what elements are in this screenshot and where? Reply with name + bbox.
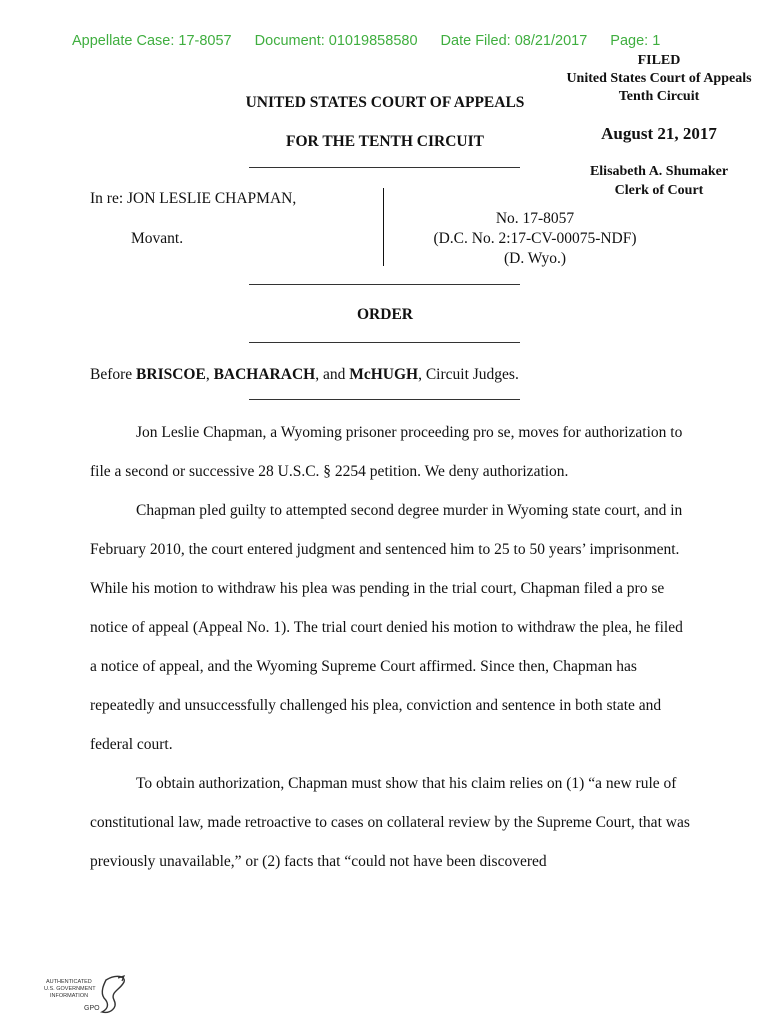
caption-role: Movant. (131, 230, 184, 247)
filed-label: FILED (637, 53, 681, 68)
district-name: (D. Wyo.) (503, 250, 567, 267)
panel-separator: , (205, 366, 214, 383)
divider-rule (249, 399, 520, 400)
judge-name: McHUGH (349, 366, 419, 383)
filed-circuit: Tenth Circuit (618, 89, 700, 104)
judge-name: BACHARACH (213, 366, 316, 383)
district-case-number: (D.C. No. 2:17-CV-00075-NDF) (433, 230, 637, 247)
court-name: UNITED STATES COURT OF APPEALS (245, 94, 525, 111)
gpo-logo-line3: INFORMATION (50, 993, 89, 999)
circuit-name: FOR THE TENTH CIRCUIT (286, 133, 484, 150)
panel-separator: , and (315, 366, 350, 383)
divider-rule (249, 342, 520, 343)
appellate-case-number: Appellate Case: 17-8057 (72, 33, 232, 49)
divider-rule (249, 284, 520, 285)
paragraph: Jon Leslie Chapman, a Wyoming prisoner proceeding pro se, moves for authorization to file a second or successive 28 U.S.C. § 2254 petition. We deny authorization. (90, 424, 683, 480)
gpo-logo-line1: AUTHENTICATED (46, 979, 92, 985)
paragraph: To obtain authorization, Chapman must show that his claim relies on (1) “a new rule of constitutional law, made retroactive to cases on collateral review by the Supreme Court, that was previously unavailable,” or (2) facts that “could not have been discovered (90, 775, 690, 870)
panel-prefix: Before (90, 366, 137, 383)
filing-stamp-header (72, 33, 679, 49)
filed-date: August 21, 2017 (601, 124, 717, 143)
order-body (90, 413, 690, 881)
document-number: Document: 01019858580 (254, 33, 418, 49)
divider-rule (249, 167, 520, 168)
filed-block (548, 52, 770, 106)
gpo-mark: GPO (84, 1005, 100, 1012)
caption-divider (383, 188, 384, 266)
caption-party: In re: JON LESLIE CHAPMAN, (90, 190, 297, 207)
judge-name: BRISCOE (136, 366, 206, 383)
eagle-swoosh-icon (102, 976, 124, 1012)
panel-line (90, 366, 519, 384)
clerk-name: Elisabeth A. Shumaker (589, 164, 729, 179)
paragraph: Chapman pled guilty to attempted second degree murder in Wyoming state court, and in February 2010, the court entered judgment and sentenced him to 25 to 50 years’ imprisonment. While his motion to withdraw his plea was pending in the trial court, Chapman filed a pro se notice of appeal (Appeal No. 1). The trial court denied his motion to withdraw the plea, he filed a notice of appeal, and the Wyoming Supreme Court affirmed. Since then, Chapman has repeatedly and unsuccessfully challenged his plea, conviction and sentence in both state and federal court. (90, 502, 683, 753)
gpo-authentication-logo (44, 974, 134, 1018)
clerk-title: Clerk of Court (614, 183, 704, 198)
order-heading: ORDER (357, 306, 413, 323)
page-number: Page: 1 (610, 33, 661, 49)
clerk-block (548, 162, 770, 200)
panel-suffix: , Circuit Judges. (418, 366, 519, 383)
gpo-logo-line2: U.S. GOVERNMENT (44, 986, 96, 992)
caption-case-numbers (400, 209, 670, 269)
date-filed: Date Filed: 08/21/2017 (440, 33, 588, 49)
case-number: No. 17-8057 (495, 210, 575, 227)
filed-court: United States Court of Appeals (566, 71, 752, 86)
